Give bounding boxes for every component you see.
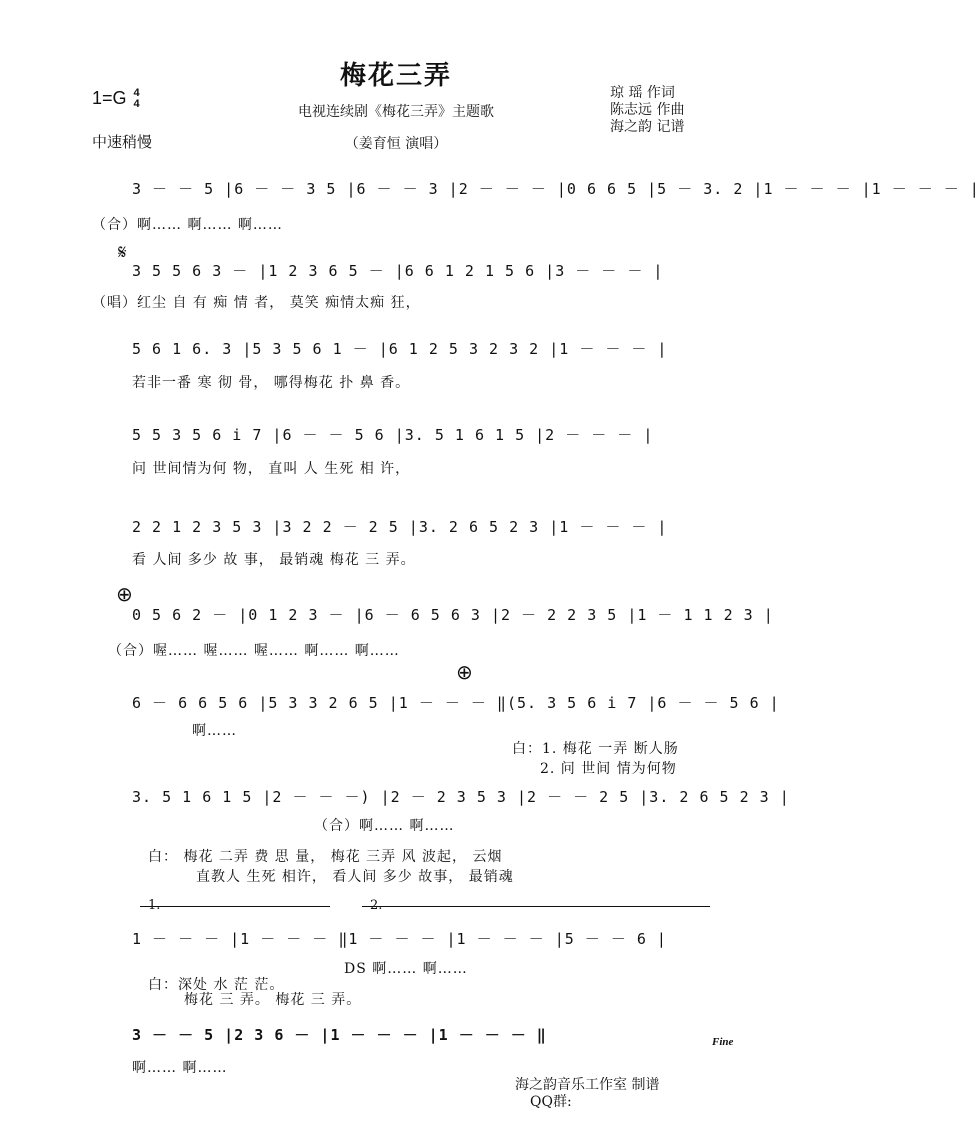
dialogue-1-line-1: 白：1. 梅花 一弄 断人肠 <box>512 741 679 757</box>
lyrics-line-9: DS 啊…… 啊…… <box>344 961 468 977</box>
dialogue-2-line-1: 白： 梅花 二弄 费 思 量， 梅花 三弄 风 波起， 云烟 <box>148 849 503 865</box>
notes-line-7: 6 － 6 6 5 6 |5 3 3 2 6 5 |1 － － － ‖(5. 3 5 6 i 7 |6 － － 5 6 | <box>132 694 780 712</box>
notes-line-8: 3. 5 1 6 1 5 |2 － － －) |2 － 2 3 5 3 |2 － － 2 5 |3. 2 6 5 2 3 | <box>132 788 790 806</box>
singer-credit: （姜育恒 演唱） <box>344 136 448 152</box>
notes-line-3: 5 6 1 6. 3 |5 3 5 6 1 － |6 1 2 5 3 2 3 2 |1 － － － | <box>132 340 668 358</box>
volta-2-label: 2. <box>370 898 383 913</box>
author-credits <box>610 85 684 136</box>
notes-line-2: 3 5 5 6 3 － |1 2 3 6 5 － |6 6 1 2 1 5 6 |3 － － － | <box>132 262 664 280</box>
notes-line-4: 5 5 3 5 6 i 7 |6 － － 5 6 |3. 5 1 6 1 5 |2 － － － | <box>132 426 654 444</box>
studio-credit: 海之韵音乐工作室 制谱 <box>515 1077 660 1093</box>
key-text: 1=G <box>92 88 127 108</box>
volta-1-label: 1. <box>148 898 161 913</box>
dialogue-2-line-2: 直教人 生死 相许， 看人间 多少 故事， 最销魂 <box>196 869 514 885</box>
transcriber-credit: 海之韵 记谱 <box>610 119 685 135</box>
notes-line-6: 0 5 6 2 － |0 1 2 3 － |6 － 6 5 6 3 |2 － 2 2 3 5 |1 － 1 1 2 3 | <box>132 606 774 624</box>
notes-line-5: 2 2 1 2 3 5 3 |3 2 2 － 2 5 |3. 2 6 5 2 3 |1 － － － | <box>132 518 668 536</box>
lyrics-line-7: 啊…… <box>192 723 237 739</box>
coda-sign-2: ⊕ <box>456 660 473 684</box>
coda-sign-1: ⊕ <box>116 582 133 606</box>
lyrics-line-1: （合）啊…… 啊…… 啊…… <box>92 217 283 233</box>
volta-1-bracket <box>140 906 330 907</box>
volta-2-bracket <box>362 906 710 907</box>
lyrics-line-8: （合）啊…… 啊…… <box>314 818 455 834</box>
lyrics-line-5: 看 人间 多少 故 事， 最销魂 梅花 三 弄。 <box>132 552 416 568</box>
segno-sign: 𝄋 <box>118 240 127 264</box>
notes-line-9: 1 － － － |1 － － － ‖1 － － － |1 － － － |5 － － 6 | <box>132 930 667 948</box>
dialogue-1-line-2: 2. 问 世间 情为何物 <box>540 761 677 777</box>
song-title: 梅花三弄 <box>339 61 452 91</box>
tempo-marking: 中速稍慢 <box>92 133 153 151</box>
subtitle: 电视连续剧《梅花三弄》主题歌 <box>298 104 494 120</box>
notes-line-1: 3 － － 5 |6 － － 3 5 |6 － － 3 |2 － － － |0 6 6 5 |5 － 3. 2 |1 － － － |1 － － － | <box>132 180 980 198</box>
composer-credit: 陈志远 作曲 <box>610 102 685 118</box>
qq-group: QQ群: <box>530 1094 572 1110</box>
lyricist-credit: 琼 瑶 作词 <box>610 85 675 101</box>
fine-marking: Fine <box>712 1036 734 1048</box>
time-top: 4 <box>133 87 140 100</box>
lyrics-line-2: （唱）红尘 自 有 痴 情 者， 莫笑 痴情太痴 狂， <box>92 295 421 311</box>
lyrics-line-10: 啊…… 啊…… <box>132 1060 228 1076</box>
dialogue-3-line-1: 白：深处 水 茫 茫。 <box>148 977 285 993</box>
lyrics-line-6: （合）喔…… 喔…… 喔…… 啊…… 啊…… <box>108 643 400 659</box>
time-bottom: 4 <box>133 98 140 111</box>
lyrics-line-4: 问 世间情为何 物， 直叫 人 生死 相 许， <box>132 461 411 477</box>
lyrics-line-3: 若非一番 寒 彻 骨， 哪得梅花 扑 鼻 香。 <box>132 375 411 391</box>
dialogue-3-line-2: 梅花 三 弄。 梅花 三 弄。 <box>184 992 362 1008</box>
notes-line-10: 3 － － 5 |2 3 6 － |1 － － － |1 － － － ‖ <box>132 1026 547 1044</box>
